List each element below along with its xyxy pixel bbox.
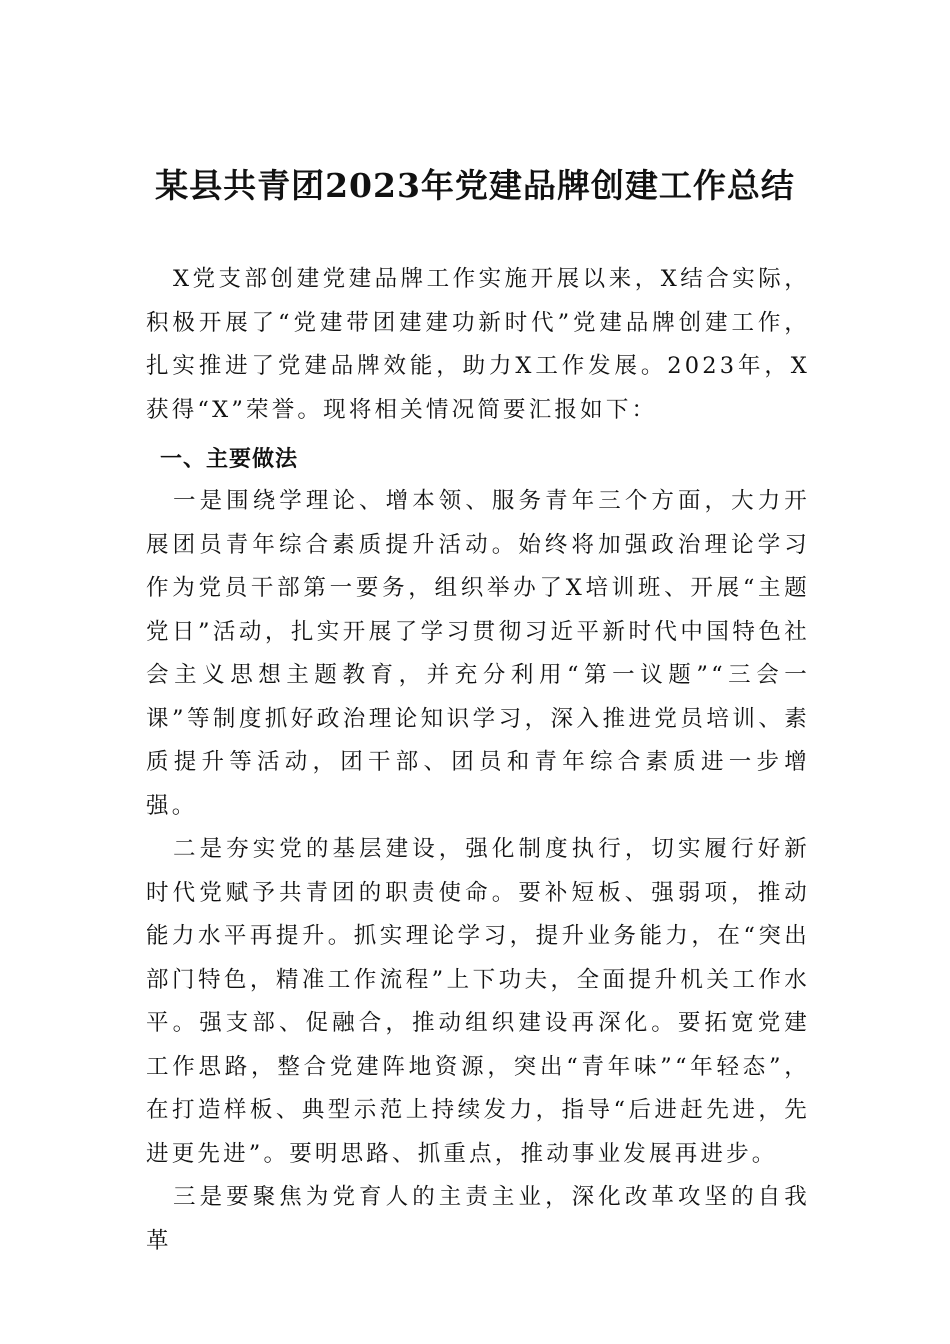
- paragraph-one: 一是围绕学理论、增本领、服务青年三个方面，大力开展团员青年综合素质提升活动。始终将加强政治理论学习作为党员干部第一要务，组织举办了X培训班、开展“主题党日”活动，扎实开展了学习贯彻习近平新时代中国特色社会主义思想主题教育，并充分利用“第一议题”“三会一课”等制度抓好政治理论知识学习，深入推进党员培训、素质提升等活动，团干部、团员和青年综合素质进一步增强。: [146, 488, 810, 819]
- paragraph-two: 二是夯实党的基层建设，强化制度执行，切实履行好新时代党赋予共青团的职责使命。要补短板、强弱项，推动能力水平再提升。抓实理论学习，提升业务能力，在“突出部门特色，精准工作流程”上下功夫，全面提升机关工作水平。强支部、促融合，推动组织建设再深化。要拓宽党建工作思路，整合党建阵地资源，突出“青年味”“年轻态”，在打造样板、典型示范上持续发力，指导“后进赶先进，先进更先进”。要明思路、抓重点，推动事业发展再进步。: [146, 836, 810, 1167]
- intro-block: [146, 258, 810, 432]
- section-body: [146, 480, 810, 1263]
- paragraph-three: 三是要聚焦为党育人的主责主业，深化改革攻坚的自我革: [146, 1184, 810, 1254]
- intro-paragraph: X党支部创建党建品牌工作实施开展以来，X结合实际，积极开展了“党建带团建建功新时代”党建品牌创建工作，扎实推进了党建品牌效能，助力X工作发展。2023年，X获得“X”荣誉。现将相关情况简要汇报如下：: [146, 266, 810, 423]
- section-heading: 一、主要做法: [160, 447, 299, 472]
- document-title: 某县共青团2023年党建品牌创建工作总结: [155, 166, 795, 205]
